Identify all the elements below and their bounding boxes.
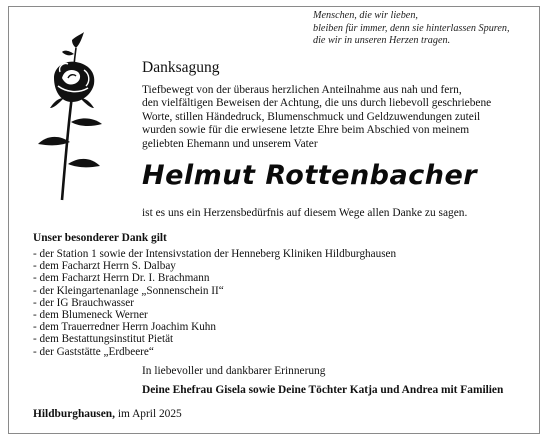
- thanks-sentence: ist es uns ein Herzensbedürfnis auf diesem Wege allen Danke zu sagen.: [142, 207, 468, 219]
- list-item: - der Station 1 sowie der Intensivstation der Henneberg Kliniken Hildburghausen: [33, 248, 397, 260]
- intro-paragraph: [142, 84, 522, 151]
- intro-line: Worte, stillen Händedruck, Blumenschmuck und Geldzuwendungen zuteil: [142, 110, 481, 123]
- motto-line: Menschen, die wir lieben,: [313, 10, 418, 21]
- motto-verse: [313, 10, 538, 48]
- deceased-name: Helmut Rottenbacher: [142, 160, 478, 191]
- intro-line: Tiefbewegt von der überaus herzlichen Anteilnahme aus nah und fern,: [142, 84, 462, 96]
- place-and-date: [33, 407, 182, 421]
- intro-line: den vielfältigen Beweisen der Achtung, die uns durch liebevoll geschriebene: [142, 97, 492, 110]
- closing-remembrance: In liebevoller und dankbarer Erinnerung: [142, 365, 326, 377]
- intro-line: wurden sowie für die erwiesene letzte Ehre beim Abschied von meinem: [142, 124, 470, 137]
- list-item: - der Kleingartenanlage „Sonnenschein II“: [33, 284, 224, 297]
- rose-icon: [28, 32, 120, 202]
- list-item: - dem Bestattungsinstitut Pietät: [33, 333, 174, 346]
- intro-line: geliebten Ehemann und unserem Vater: [142, 137, 318, 150]
- motto-line: die wir in unseren Herzen tragen.: [313, 35, 451, 46]
- list-item: - der IG Brauchwasser: [33, 296, 134, 309]
- list-item: - dem Blumeneck Werner: [33, 309, 148, 322]
- date: im April 2025: [114, 408, 182, 420]
- special-thanks-heading: Unser besonderer Dank gilt: [33, 232, 167, 244]
- list-item: - dem Facharzt Herrn S. Dalbay: [33, 260, 176, 273]
- list-item: - der Gaststätte „Erdbeere“: [33, 345, 154, 358]
- heading-danksagung: Danksagung: [142, 59, 220, 76]
- special-thanks-list: [33, 248, 396, 358]
- list-item: - dem Trauerredner Herrn Joachim Kuhn: [33, 321, 216, 334]
- family-signature: Deine Ehefrau Gisela sowie Deine Töchter Katja und Andrea mit Familien: [142, 384, 504, 396]
- list-item: - dem Facharzt Herrn Dr. I. Brachmann: [33, 272, 210, 285]
- place: Hildburghausen,: [33, 408, 115, 420]
- motto-line: bleiben für immer, denn sie hinterlassen Spuren,: [313, 22, 510, 34]
